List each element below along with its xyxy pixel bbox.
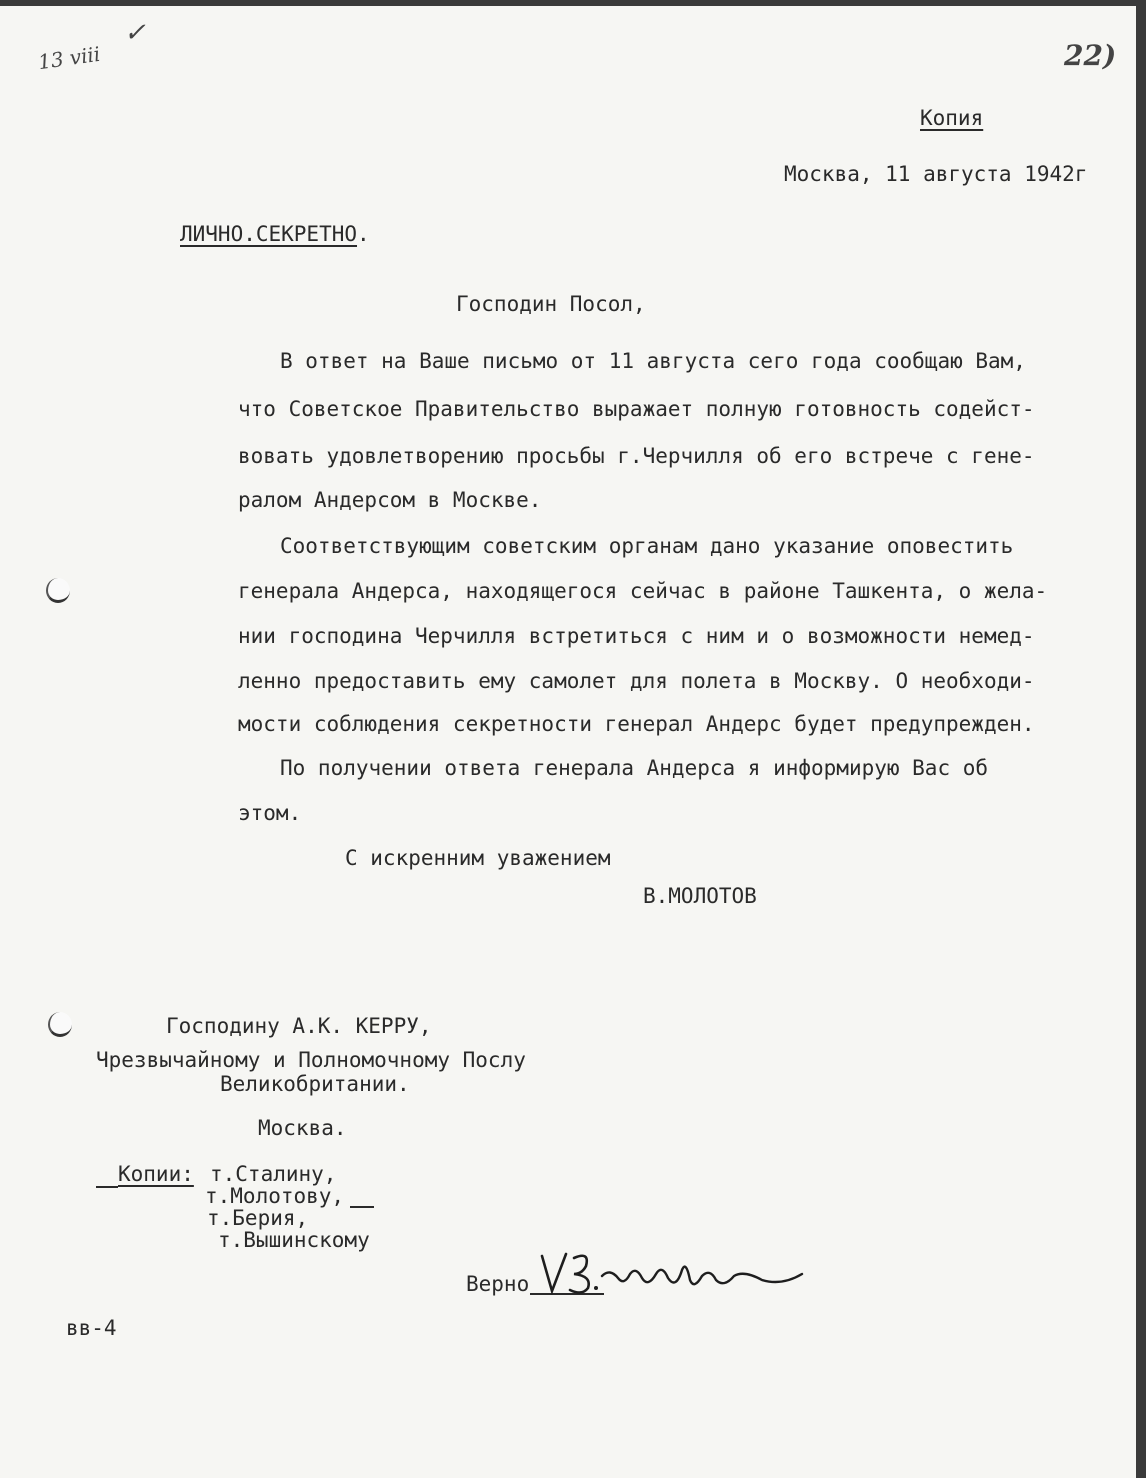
- body-line: что Советское Правительство выражает полную готовность содейст-: [238, 397, 1035, 421]
- body-line: Соответствующим советским органам дано указание оповестить: [280, 534, 1014, 558]
- handwritten-date-note: 13 viii: [36, 41, 102, 75]
- salutation: Господин Посол,: [456, 292, 646, 316]
- classification-text: ЛИЧНО.СЕКРЕТНО: [180, 222, 358, 246]
- addressee-country: Великобритании.: [220, 1072, 410, 1096]
- handwritten-signature-icon: [530, 1246, 830, 1306]
- reference-code: вв-4: [66, 1316, 117, 1340]
- body-line: В ответ на Ваше письмо от 11 августа сего года сообщаю Вам,: [280, 349, 1026, 373]
- page-number: 22): [1064, 39, 1117, 72]
- recipient-underline: [350, 1206, 374, 1208]
- place-date: Москва, 11 августа 1942г: [784, 162, 1088, 186]
- punch-hole: [46, 578, 70, 603]
- typed-signature: В.МОЛОТОВ: [643, 884, 757, 908]
- classification-mark: ЛИЧНО.СЕКРЕТНО.: [180, 222, 370, 246]
- body-line: ленно предоставить ему самолет для полета в Москву. О необходи-: [238, 669, 1035, 693]
- body-line: По получении ответа генерала Андерса я информирую Вас об: [280, 756, 989, 780]
- body-line: нии господина Черчилля встретиться с ним и о возможности немед-: [238, 624, 1035, 648]
- addressee-city: Москва.: [258, 1116, 347, 1140]
- addressee-name: Господину А.К. КЕРРУ,: [166, 1014, 432, 1038]
- punch-hole: [48, 1012, 72, 1037]
- closing-regards: С искренним уважением: [345, 846, 611, 870]
- body-line: мости соблюдения секретности генерал Андерс будет предупрежден.: [238, 712, 1035, 736]
- copy-recipient: т.Берия,: [207, 1206, 309, 1230]
- copy-recipient: т.Сталину,: [210, 1162, 337, 1186]
- body-line: вовать удовлетворению просьбы г.Черчилля об его встрече с гене-: [238, 444, 1035, 468]
- certification-label: Верно: [466, 1272, 530, 1296]
- check-mark-icon: ✓: [124, 18, 146, 48]
- body-line: генерала Андерса, находящегося сейчас в районе Ташкента, о жела-: [238, 579, 1048, 603]
- copy-recipient: т.Вышинскому: [218, 1228, 370, 1252]
- copy-recipient: т.Молотову,: [205, 1184, 345, 1208]
- body-line: этом.: [238, 801, 302, 825]
- copies-label: Копии:: [118, 1162, 194, 1186]
- addressee-title: Чрезвычайному и Полномочному Послу: [96, 1048, 526, 1072]
- copy-label: Копия: [920, 106, 984, 130]
- body-line: ралом Андерсом в Москве.: [238, 488, 542, 512]
- copies-underline-extension: [96, 1186, 118, 1188]
